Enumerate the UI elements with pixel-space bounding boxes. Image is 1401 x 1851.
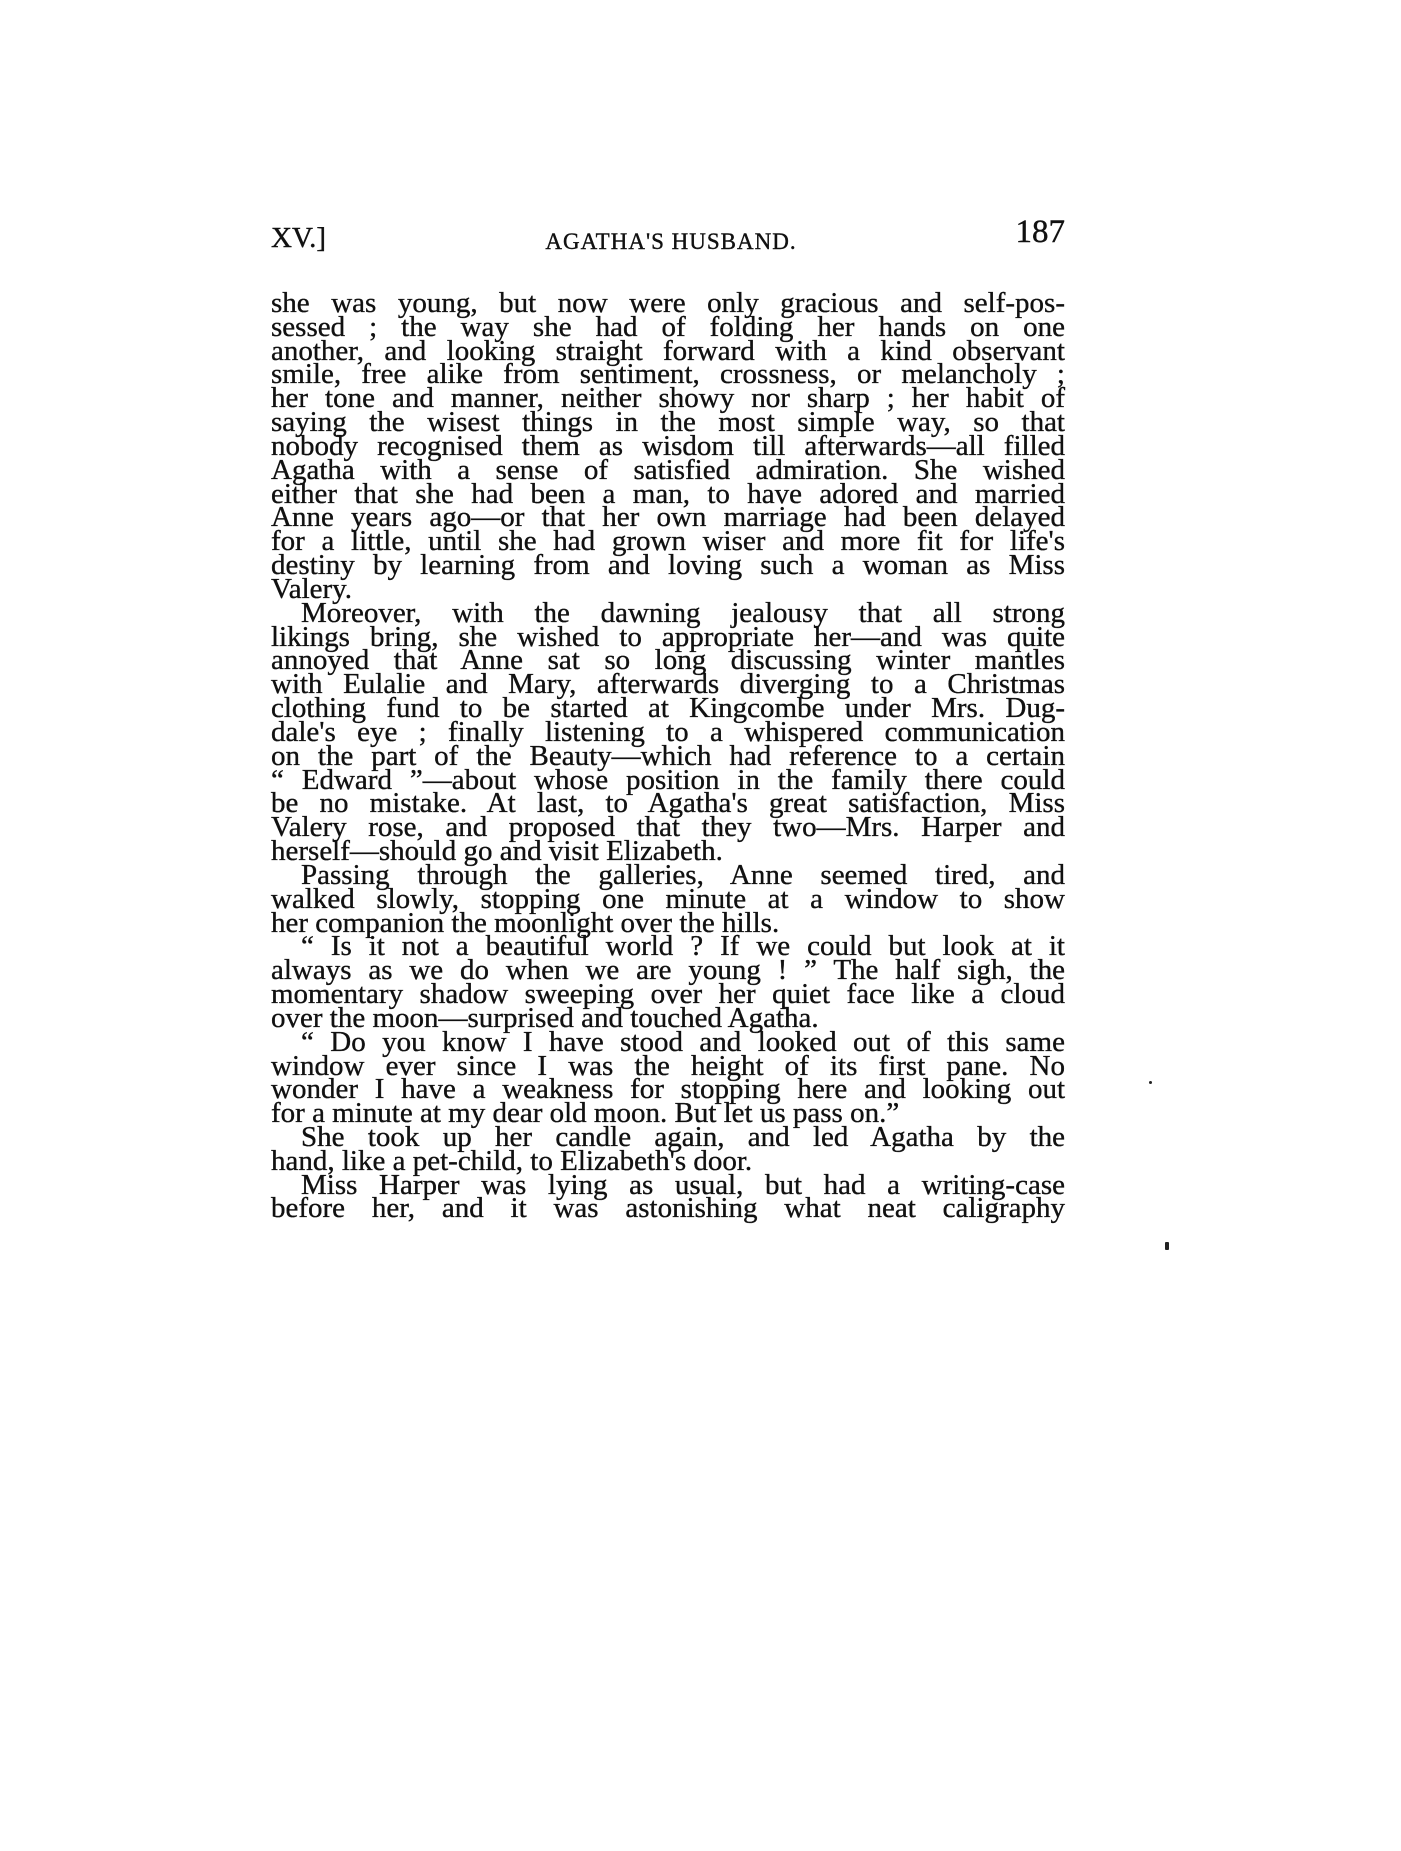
text-line: Valery rose, and proposed that they two—Mrs. Harper and <box>271 811 1065 844</box>
text-line: walked slowly, stopping one minute at a window to show <box>271 882 1065 915</box>
paragraph <box>271 287 1065 605</box>
text-line: momentary shadow sweeping over her quiet face like a cloud <box>271 978 1065 1011</box>
page-number: 187 <box>1015 214 1065 250</box>
text-line: Passing through the galleries, Anne seemed tired, and <box>301 858 1065 891</box>
chapter-number: XV.] <box>271 222 327 254</box>
scan-speck <box>1165 1242 1169 1250</box>
paragraph <box>271 596 1065 868</box>
paragraph <box>271 1120 1065 1177</box>
text-line: Agatha with a sense of satisfied admiration. She wished <box>271 453 1065 486</box>
text-line: “ Do you know I have stood and looked out of this same <box>301 1025 1065 1058</box>
paragraph <box>271 858 1065 939</box>
body-text <box>271 287 1065 1225</box>
text-line: “ Is it not a beautiful world ? If we could but look at it <box>301 930 1065 963</box>
paragraph <box>271 1025 1065 1130</box>
text-line: either that she had been a man, to have adored and married <box>271 477 1065 510</box>
text-line: with Eulalie and Mary, afterwards diverging to a Christmas <box>271 668 1065 701</box>
text-line: be no mistake. At last, to Agatha's great satisfaction, Miss <box>271 787 1065 820</box>
text-line: before her, and it was astonishing what neat caligraphy <box>271 1192 1065 1225</box>
running-title: AGATHA'S HUSBAND. <box>545 229 797 254</box>
text-line: likings bring, she wished to appropriate her—and was quite <box>271 620 1065 653</box>
text-line: hand, like a pet-child, to Elizabeth's door. <box>271 1144 753 1177</box>
text-line: She took up her candle again, and led Agatha by the <box>301 1120 1065 1153</box>
text-line: herself—should go and visit Elizabeth. <box>271 835 723 868</box>
text-line: another, and looking straight forward with a kind observant <box>271 334 1065 367</box>
text-line: Miss Harper was lying as usual, but had a writing-case <box>301 1168 1065 1201</box>
text-line: always as we do when we are young ! ” The half sigh, the <box>271 954 1065 987</box>
text-line: Moreover, with the dawning jealousy that all strong <box>301 596 1065 629</box>
text-line: Valery. <box>271 572 353 605</box>
text-line: sessed ; the way she had of folding her hands on one <box>271 310 1065 343</box>
text-line: window ever since I was the height of its first pane. No <box>271 1049 1065 1082</box>
text-line: clothing fund to be started at Kingcombe under Mrs. Dug- <box>271 692 1065 725</box>
scan-speck <box>1149 1081 1152 1084</box>
text-line: over the moon—surprised and touched Agatha. <box>271 1001 819 1034</box>
text-line: destiny by learning from and loving such a woman as Miss <box>271 549 1065 582</box>
text-line: for a little, until she had grown wiser and more fit for life's <box>271 525 1065 558</box>
text-line: for a minute at my dear old moon. But let us pass on.” <box>271 1097 900 1130</box>
text-line: she was young, but now were only gracious and self-pos- <box>271 287 1065 319</box>
text-line: annoyed that Anne sat so long discussing winter mantles <box>271 644 1065 677</box>
text-line: her tone and manner, neither showy nor sharp ; her habit of <box>271 382 1065 415</box>
text-line: smile, free alike from sentiment, crossness, or melancholy ; <box>271 358 1065 391</box>
text-line: wonder I have a weakness for stopping here and looking out <box>271 1073 1065 1106</box>
text-line: saying the wisest things in the most simple way, so that <box>271 406 1065 439</box>
text-line: dale's eye ; finally listening to a whispered communication <box>271 715 1065 748</box>
text-line: nobody recognised them as wisdom till afterwards—all filled <box>271 429 1065 462</box>
paragraph <box>271 930 1065 1034</box>
text-line: on the part of the Beauty—which had reference to a certain <box>271 739 1065 772</box>
text-line: “ Edward ”—about whose position in the family there could <box>271 763 1065 796</box>
text-line: her companion the moonlight over the hills. <box>271 906 780 939</box>
paragraph <box>271 1168 1065 1225</box>
text-line: Anne years ago—or that her own marriage had been delayed <box>271 501 1065 534</box>
